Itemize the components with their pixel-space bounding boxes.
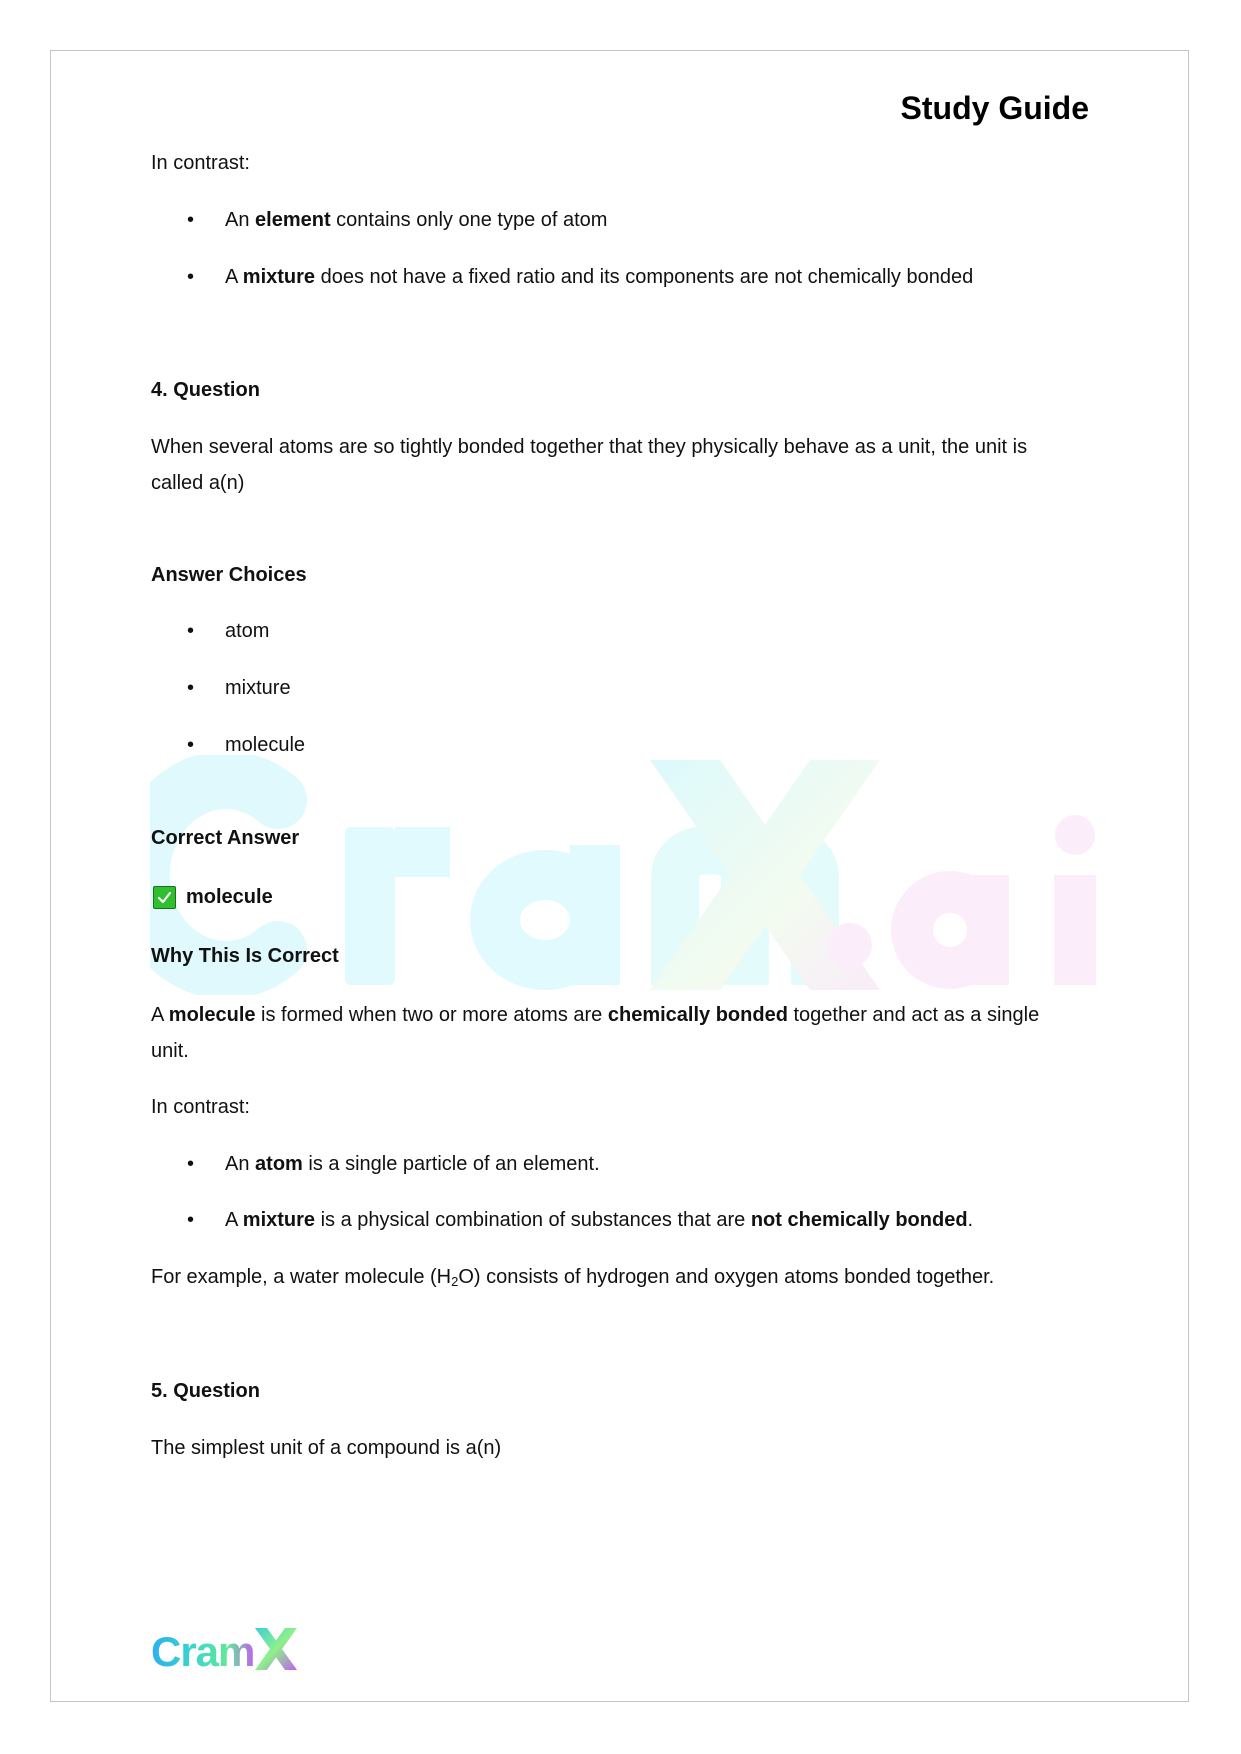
answer-choice: molecule xyxy=(225,734,306,756)
question-text-line2: called a(n) xyxy=(151,472,245,494)
question-heading: 5. Question xyxy=(151,1380,260,1402)
bullet-icon: • xyxy=(187,1153,195,1175)
bullet-icon: • xyxy=(187,1209,195,1231)
correct-answer-heading: Correct Answer xyxy=(151,827,300,849)
bullet-icon: • xyxy=(187,734,195,756)
answer-choice: mixture xyxy=(225,677,291,699)
example-text: For example, a water molecule $(H_2O)$ consists of hydrogen and oxygen atoms bonded together. xyxy=(151,1266,995,1289)
bullet-icon: • xyxy=(187,266,195,288)
explanation-line2: unit. xyxy=(151,1040,189,1062)
list-item: A mixture does not have a fixed ratio and its components are not chemically bonded xyxy=(225,266,974,288)
answer-choice: atom xyxy=(225,620,270,642)
page-title: Study Guide xyxy=(900,90,1089,126)
bullet-icon: • xyxy=(187,209,195,231)
question-text-line1: When several atoms are so tightly bonded together that they physically behave as a unit, the unit is xyxy=(151,436,1028,458)
svg-text:Cram: Cram xyxy=(151,1628,255,1674)
list-item: An atom is a single particle of an element. xyxy=(225,1153,600,1175)
contrast-intro: In contrast: xyxy=(151,152,250,174)
explanation-line1: A molecule is formed when two or more atoms are chemically bonded together and act as a single xyxy=(151,1004,1040,1026)
correct-answer-value: molecule xyxy=(186,886,273,908)
why-correct-heading: Why This Is Correct xyxy=(151,945,339,967)
list-item: A mixture is a physical combination of substances that are not chemically bonded. xyxy=(225,1209,974,1231)
cramx-logo-icon xyxy=(151,1622,301,1674)
question-text: The simplest unit of a compound is a(n) xyxy=(151,1437,502,1459)
answer-choices-heading: Answer Choices xyxy=(151,564,307,586)
check-box-icon xyxy=(153,886,176,909)
contrast-intro: In contrast: xyxy=(151,1096,250,1118)
question-heading: 4. Question xyxy=(151,379,260,401)
list-item: An element contains only one type of atom xyxy=(225,209,608,231)
bullet-icon: • xyxy=(187,620,195,642)
bullet-icon: • xyxy=(187,677,195,699)
